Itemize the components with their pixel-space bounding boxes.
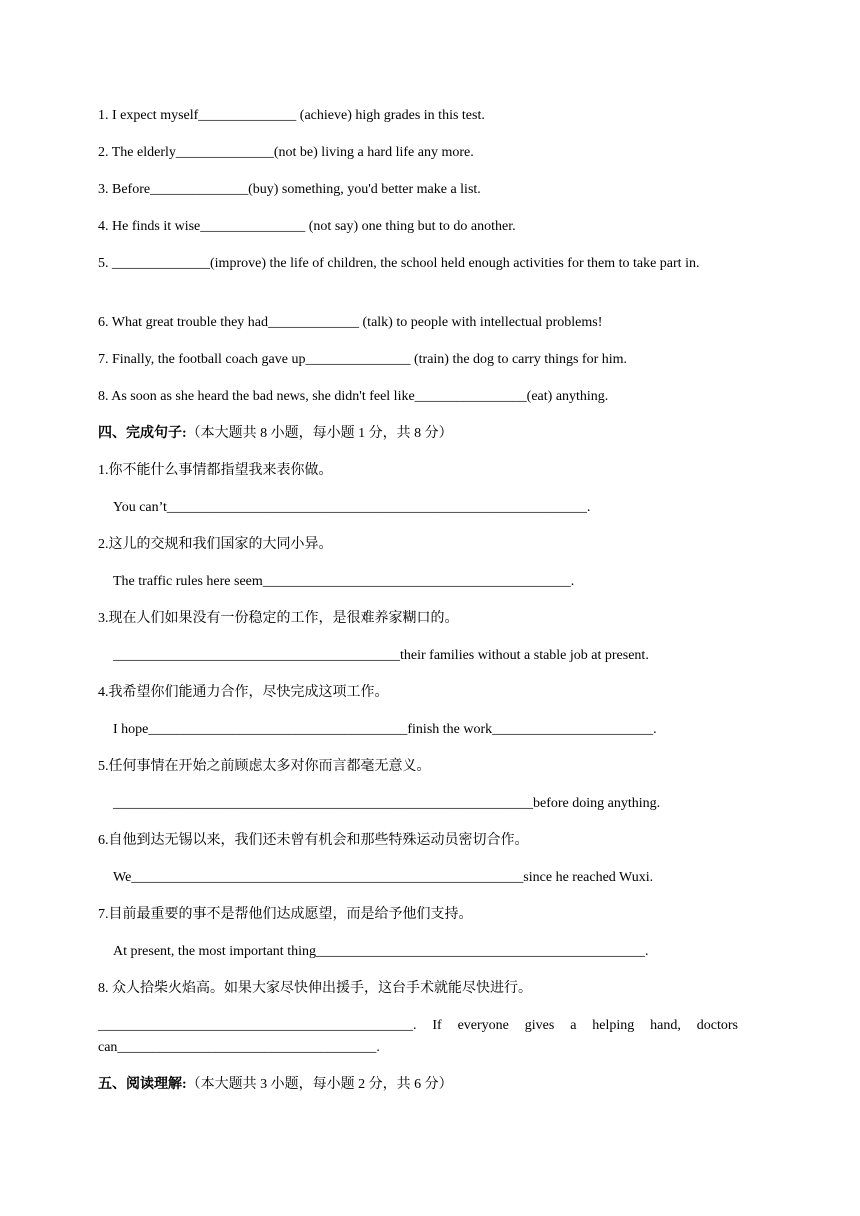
sentence-5-prompt: 5.任何事情在开始之前顾虑太多对你而言都毫无意义。: [98, 759, 431, 774]
sentence-3-answer: _________________________________________their families without a stable job at present.: [113, 648, 649, 663]
section-5-heading: [98, 1074, 738, 1096]
verb-form-item-3: 3. Before______________(buy) something, you'd better make a list.: [98, 182, 481, 197]
verb-form-item-6: 6. What great trouble they had_____________ (talk) to people with intellectual problems!: [98, 315, 603, 330]
sentence-7-prompt: 7.目前最重要的事不是帮他们达成愿望，而是给予他们支持。: [98, 907, 473, 922]
sentence-1-prompt: 1.你不能什么事情都指望我来表你做。: [98, 463, 333, 478]
section-4-title: 四、完成句子:: [98, 426, 187, 441]
verb-form-item-2: 2. The elderly______________(not be) living a hard life any more.: [98, 145, 474, 160]
sentence-2-answer: The traffic rules here seem____________________________________________.: [113, 574, 575, 589]
section-4-note: （本大题共 8 小题，每小题 1 分，共 8 分）: [186, 426, 453, 441]
verb-form-item-8: 8. As soon as she heard the bad news, she didn't feel like________________(eat) anything.: [98, 389, 609, 404]
sentence-6-prompt: 6.自他到达无锡以来，我们还未曾有机会和那些特殊运动员密切合作。: [98, 833, 529, 848]
sentence-3-prompt: 3.现在人们如果没有一份稳定的工作，是很难养家糊口的。: [98, 611, 459, 626]
sentence-6-answer: We________________________________________________________since he reached Wuxi.: [113, 870, 654, 885]
sentence-4-answer: I hope_____________________________________finish the work_______________________.: [113, 722, 657, 737]
section-5-title: 五、阅读理解:: [98, 1077, 187, 1092]
sentence-5-answer: ____________________________________________________________before doing anything.: [113, 796, 661, 811]
section-5-note: （本大题共 3 小题，每小题 2 分，共 6 分）: [186, 1077, 453, 1092]
sentence-4-prompt: 4.我希望你们能通力合作，尽快完成这项工作。: [98, 685, 389, 700]
sentence-2-prompt: 2.这儿的交规和我们国家的大同小异。: [98, 537, 333, 552]
verb-form-item-7: 7. Finally, the football coach gave up_______________ (train) the dog to carry things for him.: [98, 352, 628, 367]
section-4-heading: [98, 423, 738, 445]
sentence-1-answer: You can’t____________________________________________________________.: [113, 500, 591, 515]
sentence-7-answer: At present, the most important thing_______________________________________________.: [113, 944, 649, 959]
sentence-8-prompt: 8. 众人拾柴火焰高。如果大家尽快伸出援手，这台手术就能尽快进行。: [98, 981, 532, 996]
verb-form-item-4: 4. He finds it wise_______________ (not say) one thing but to do another.: [98, 219, 516, 234]
verb-form-item-1: 1. I expect myself______________ (achieve) high grades in this test.: [98, 108, 485, 123]
sentence-8-answer: _____________________________________________. If everyone gives a helping hand, doctors can_____________________________________.: [98, 1018, 738, 1055]
verb-form-item-5: 5. ______________(improve) the life of children, the school held enough activities for them to take part in.: [98, 256, 700, 271]
